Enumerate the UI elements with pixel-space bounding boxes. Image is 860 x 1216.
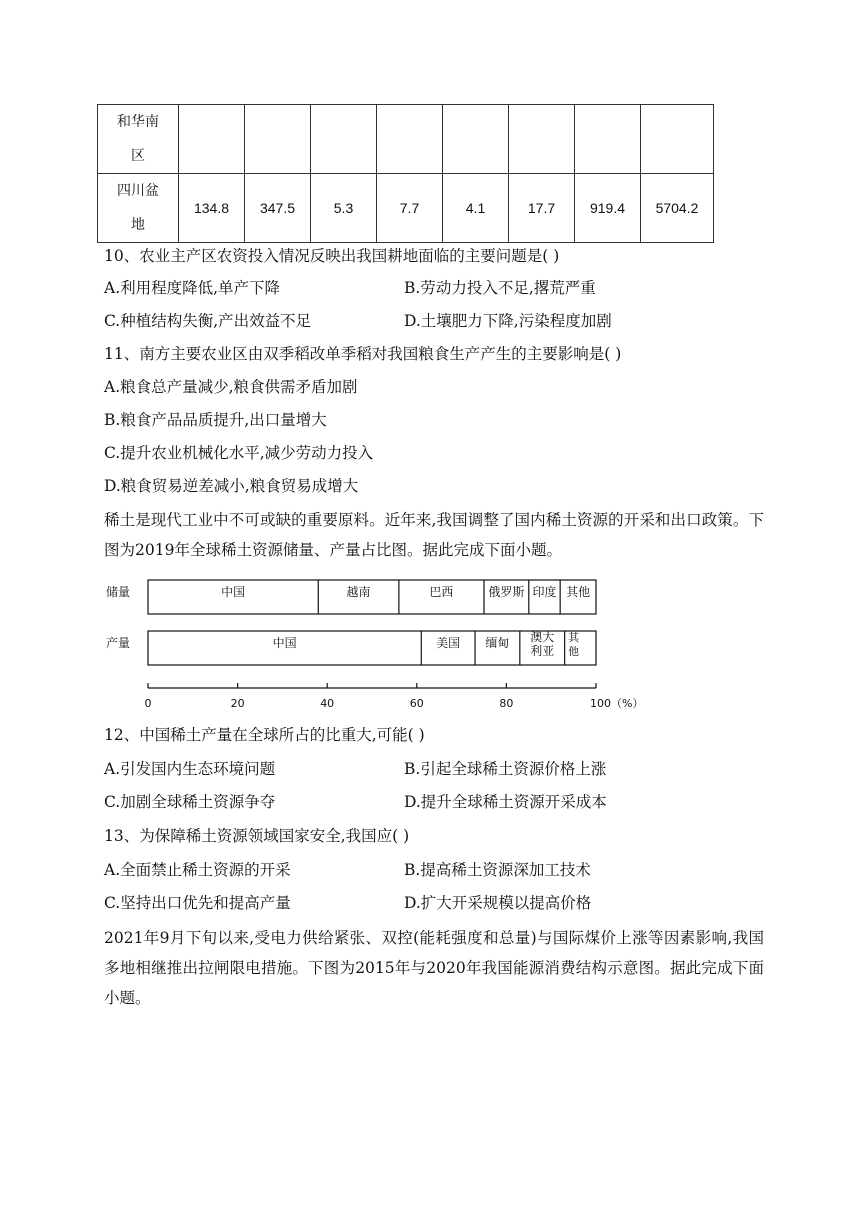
q13-option-b: B.提高稀土资源深加工技术 [404, 861, 591, 879]
bar-segment-label: 印度 [532, 585, 557, 599]
question-10-stem: 10、农业主产区农资投入情况反映出我国耕地面临的主要问题是( ) [104, 247, 560, 265]
farm-input-table [97, 104, 714, 243]
region-cell [98, 105, 179, 174]
table-cell [641, 105, 714, 174]
table-cell [311, 105, 377, 174]
table-cell [443, 105, 509, 174]
region-line: 区 [131, 148, 145, 164]
region-line: 地 [131, 217, 145, 233]
table-cell: 17.7 [509, 174, 575, 243]
row-label: 产量 [106, 636, 131, 650]
region-line: 和华南 [117, 114, 159, 130]
table-row [98, 174, 714, 243]
rare-earth-intro: 稀土是现代工业中不可或缺的重要原料。近年来,我国调整了国内稀土资源的开采和出口政策。下图为2019年全球稀土资源储量、产量占比图。据此完成下面小题。 [104, 511, 764, 559]
bar-segment-label: 美国 [436, 636, 461, 650]
table-cell [575, 105, 641, 174]
region-cell [98, 174, 179, 243]
x-tick-label: 100（%） [590, 697, 640, 710]
q12-option-a: A.引发国内生态环境问题 [104, 760, 276, 778]
table-cell: 134.8 [179, 174, 245, 243]
row-label: 储量 [106, 585, 131, 599]
chart-svg [100, 574, 640, 716]
q10-option-b: B.劳动力投入不足,撂荒严重 [404, 279, 596, 297]
table-cell: 4.1 [443, 174, 509, 243]
q10-option-a: A.利用程度降低,单产下降 [104, 279, 281, 297]
table-cell [245, 105, 311, 174]
q11-option-c: C.提升农业机械化水平,减少劳动力投入 [104, 444, 374, 462]
rare-earth-share-chart [100, 574, 640, 716]
q10-option-c: C.种植结构失衡,产出效益不足 [104, 312, 312, 330]
bar-segment-label: 其他 [566, 585, 591, 599]
table-row [98, 105, 714, 174]
q11-option-b: B.粮食产品品质提升,出口量增大 [104, 411, 327, 429]
bar-segment-label: 澳大利亚 [530, 630, 555, 658]
table-cell: 347.5 [245, 174, 311, 243]
bar-segment-label: 缅甸 [485, 636, 510, 650]
q12-option-b: B.引起全球稀土资源价格上涨 [404, 760, 607, 778]
q10-option-d: D.土壤肥力下降,污染程度加剧 [404, 312, 612, 330]
bar-segment-label: 中国 [221, 585, 246, 599]
region-line: 四川盆 [117, 183, 159, 199]
x-tick-label: 0 [144, 697, 152, 710]
question-13-stem: 13、为保障稀土资源领域国家安全,我国应( ) [104, 827, 410, 845]
energy-intro: 2021年9月下旬以来,受电力供给紧张、双控(能耗强度和总量)与国际煤价上涨等因素影响,我国多地相继推出拉闸限电措施。下图为2015年与2020年我国能源消费结构示意图。据此完成下面小题。 [104, 929, 764, 1007]
table-cell: 5704.2 [641, 174, 714, 243]
table-cell [509, 105, 575, 174]
table-cell: 5.3 [311, 174, 377, 243]
table-cell [377, 105, 443, 174]
table-cell: 7.7 [377, 174, 443, 243]
bar-segment-label: 俄罗斯 [488, 585, 525, 599]
q12-option-d: D.提升全球稀土资源开采成本 [404, 793, 607, 811]
bar-segment-label: 巴西 [429, 585, 454, 599]
x-tick-label: 80 [499, 697, 514, 710]
table-cell [179, 105, 245, 174]
q13-option-c: C.坚持出口优先和提高产量 [104, 894, 291, 912]
bar-frame [148, 631, 596, 665]
q11-option-a: A.粮食总产量减少,粮食供需矛盾加剧 [104, 378, 358, 396]
x-tick-label: 60 [409, 697, 424, 710]
bar-segment-label: 中国 [272, 636, 297, 650]
table-cell: 919.4 [575, 174, 641, 243]
q13-option-a: A.全面禁止稀土资源的开采 [104, 861, 291, 879]
q11-option-d: D.粮食贸易逆差减小,粮食贸易成增大 [104, 477, 359, 495]
x-tick-label: 20 [230, 697, 245, 710]
q12-option-c: C.加剧全球稀土资源争夺 [104, 793, 276, 811]
bar-segment-label: 其他 [568, 631, 580, 658]
x-tick-label: 40 [320, 697, 335, 710]
question-11-stem: 11、南方主要农业区由双季稻改单季稻对我国粮食生产产生的主要影响是( ) [104, 345, 622, 363]
bar-segment-label: 越南 [346, 585, 371, 599]
q13-option-d: D.扩大开采规模以提高价格 [404, 894, 592, 912]
question-12-stem: 12、中国稀土产量在全球所占的比重大,可能( ) [104, 726, 425, 744]
